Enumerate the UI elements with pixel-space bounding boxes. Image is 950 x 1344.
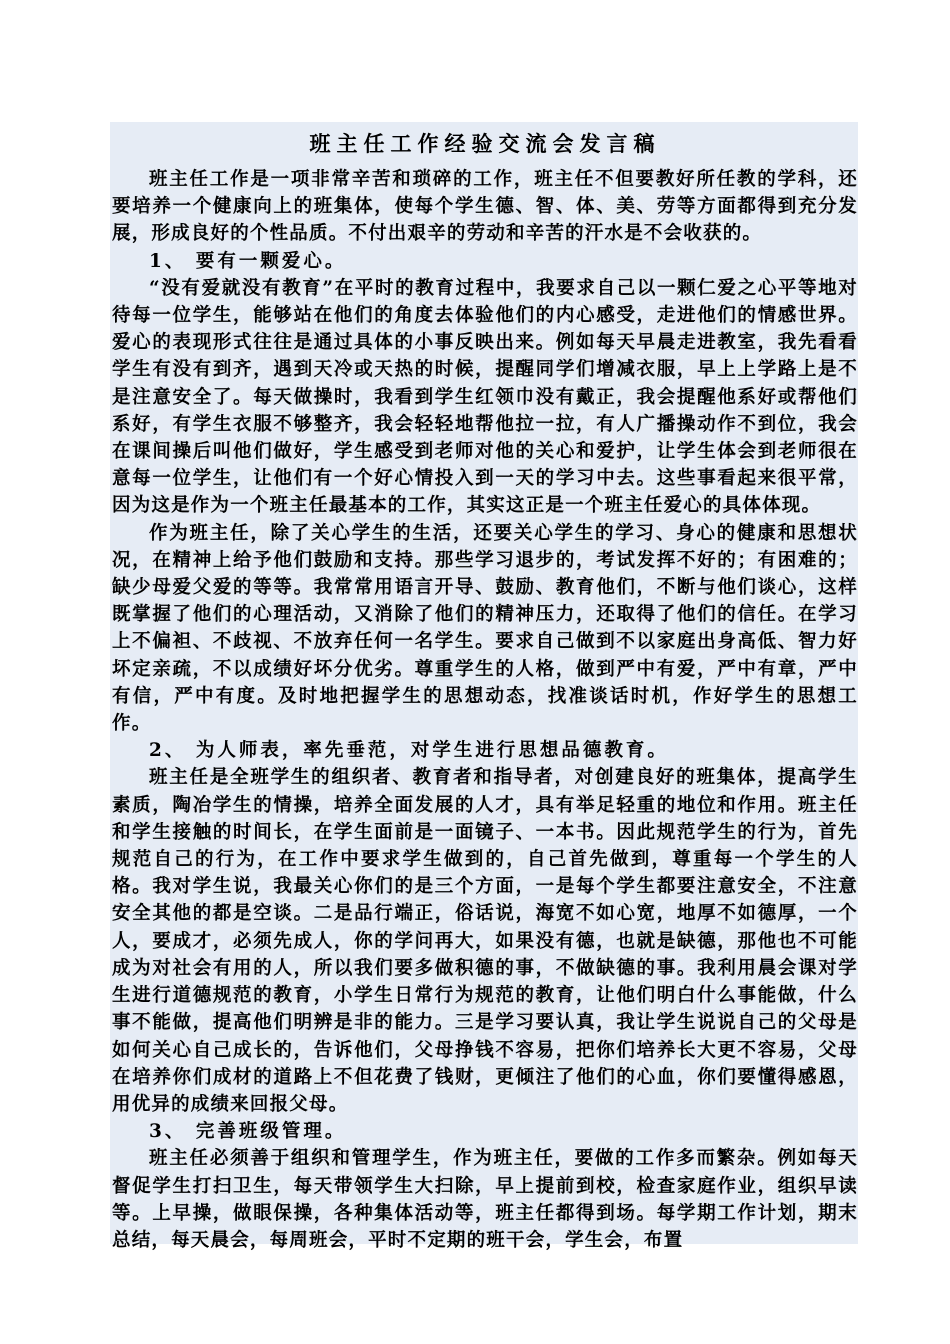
section-2-paragraph-1: 班主任是全班学生的组织者、教育者和指导者，对创建良好的班集体，提高学生素质，陶冶学生的情操，培养全面发展的人才，具有举足轻重的地位和作用。班主任和学生接触的时间长，在学生面前是一面镜子、一本书。因此规范学生的行为，首先规范自己的行为，在工作中要求学生做到的，自己首先做到，尊重每一个学生的人格。我对学生说，我最关心你们的是三个方面，一是每个学生都要注意安全，不注意安全其他的都是空谈。二是品行端正，俗话说，海宽不如心宽，地厚不如德厚，一个人，要成才，必须先成人，你的学问再大，如果没有德，也就是缺德，那他也不可能成为对社会有用的人，所以我们要多做积德的事，不做缺德的事。我利用晨会课对学生进行道德规范的教育，小学生日常行为规范的教育，让他们明白什么事能做，什么事不能做，提高他们明辨是非的能力。三是学习要认真，我让学生说说自己的父母是如何关心自己成长的，告诉他们，父母挣钱不容易，把你们培养长大更不容易，父母在培养你们成材的道路上不但花费了钱财，更倾注了他们的心血，你们要懂得感恩，用优异的成绩来回报父母。 — [112, 767, 858, 1115]
section-2-heading: 2、 为人师表，率先垂范，对学生进行思想品德教育。 — [149, 740, 669, 762]
intro-paragraph: 班主任工作是一项非常辛苦和琐碎的工作，班主任不但要教好所任教的学科，还要培养一个健康向上的班集体，使每个学生德、智、体、美、劳等方面都得到充分发展，形成良好的个性品质。不付出艰辛的劳动和辛苦的汗水是不会收获的。 — [112, 169, 858, 245]
section-1-paragraph-1: “没有爱就没有教育”在平时的教育过程中，我要求自己以一颗仁爱之心平等地对待每一位学生，能够站在他们的角度去体验他们的内心感受，走进他们的情感世界。爱心的表现形式往往是通过具体的小事反映出来。例如每天早晨走进教室，我先看看学生有没有到齐，遇到天冷或天热的时候，提醒同学们增减衣服，早上上学路上是不是注意安全了。每天做操时，我看到学生红领巾没有戴正，我会提醒他系好或帮他们系好，有学生衣服不够整齐，我会轻轻地帮他拉一拉，有人广播操动作不到位，我会在课间操后叫他们做好，学生感受到老师对他的关心和爱护，让学生体会到老师很在意每一位学生，让他们有一个好心情投入到一天的学习中去。这些事看起来很平常，因为这是作为一个班主任最基本的工作，其实这正是一个班主任爱心的具体体现。 — [112, 277, 858, 517]
section-3-paragraph-1: 班主任必须善于组织和管理学生，作为班主任，要做的工作多而繁杂。例如每天督促学生打扫卫生，每天带领学生大扫除，早上提前到校，检查家庭作业，组织早读等。上早操，做眼保操，各种集体活动等，班主任都得到场。每学期工作计划，期末总结，每天晨会，每周班会，平时不定期的班干会，学生会，布置 — [112, 1148, 858, 1251]
document-body — [112, 128, 858, 1254]
section-1-heading: 1、 要有一颗爱心。 — [149, 250, 347, 272]
section-3-heading: 3、 完善班级管理。 — [149, 1121, 347, 1143]
section-1-paragraph-2: 作为班主任，除了关心学生的生活，还要关心学生的学习、身心的健康和思想状况，在精神上给予他们鼓励和支持。那些学习退步的，考试发挥不好的；有困难的；缺少母爱父爱的等等。我常常用语言开导、鼓励、教育他们，不断与他们谈心，这样既掌握了他们的心理活动，又消除了他们的精神压力，还取得了他们的信任。在学习上不偏袒、不歧视、不放弃任何一名学生。要求自己做到不以家庭出身高低、智力好坏定亲疏，不以成绩好坏分优劣。尊重学生的人格，做到严中有爱，严中有章，严中有信，严中有度。及时地把握学生的思想动态，找准谈话时机，作好学生的思想工作。 — [112, 522, 858, 735]
document-title: 班主任工作经验交流会发言稿 — [309, 131, 661, 156]
